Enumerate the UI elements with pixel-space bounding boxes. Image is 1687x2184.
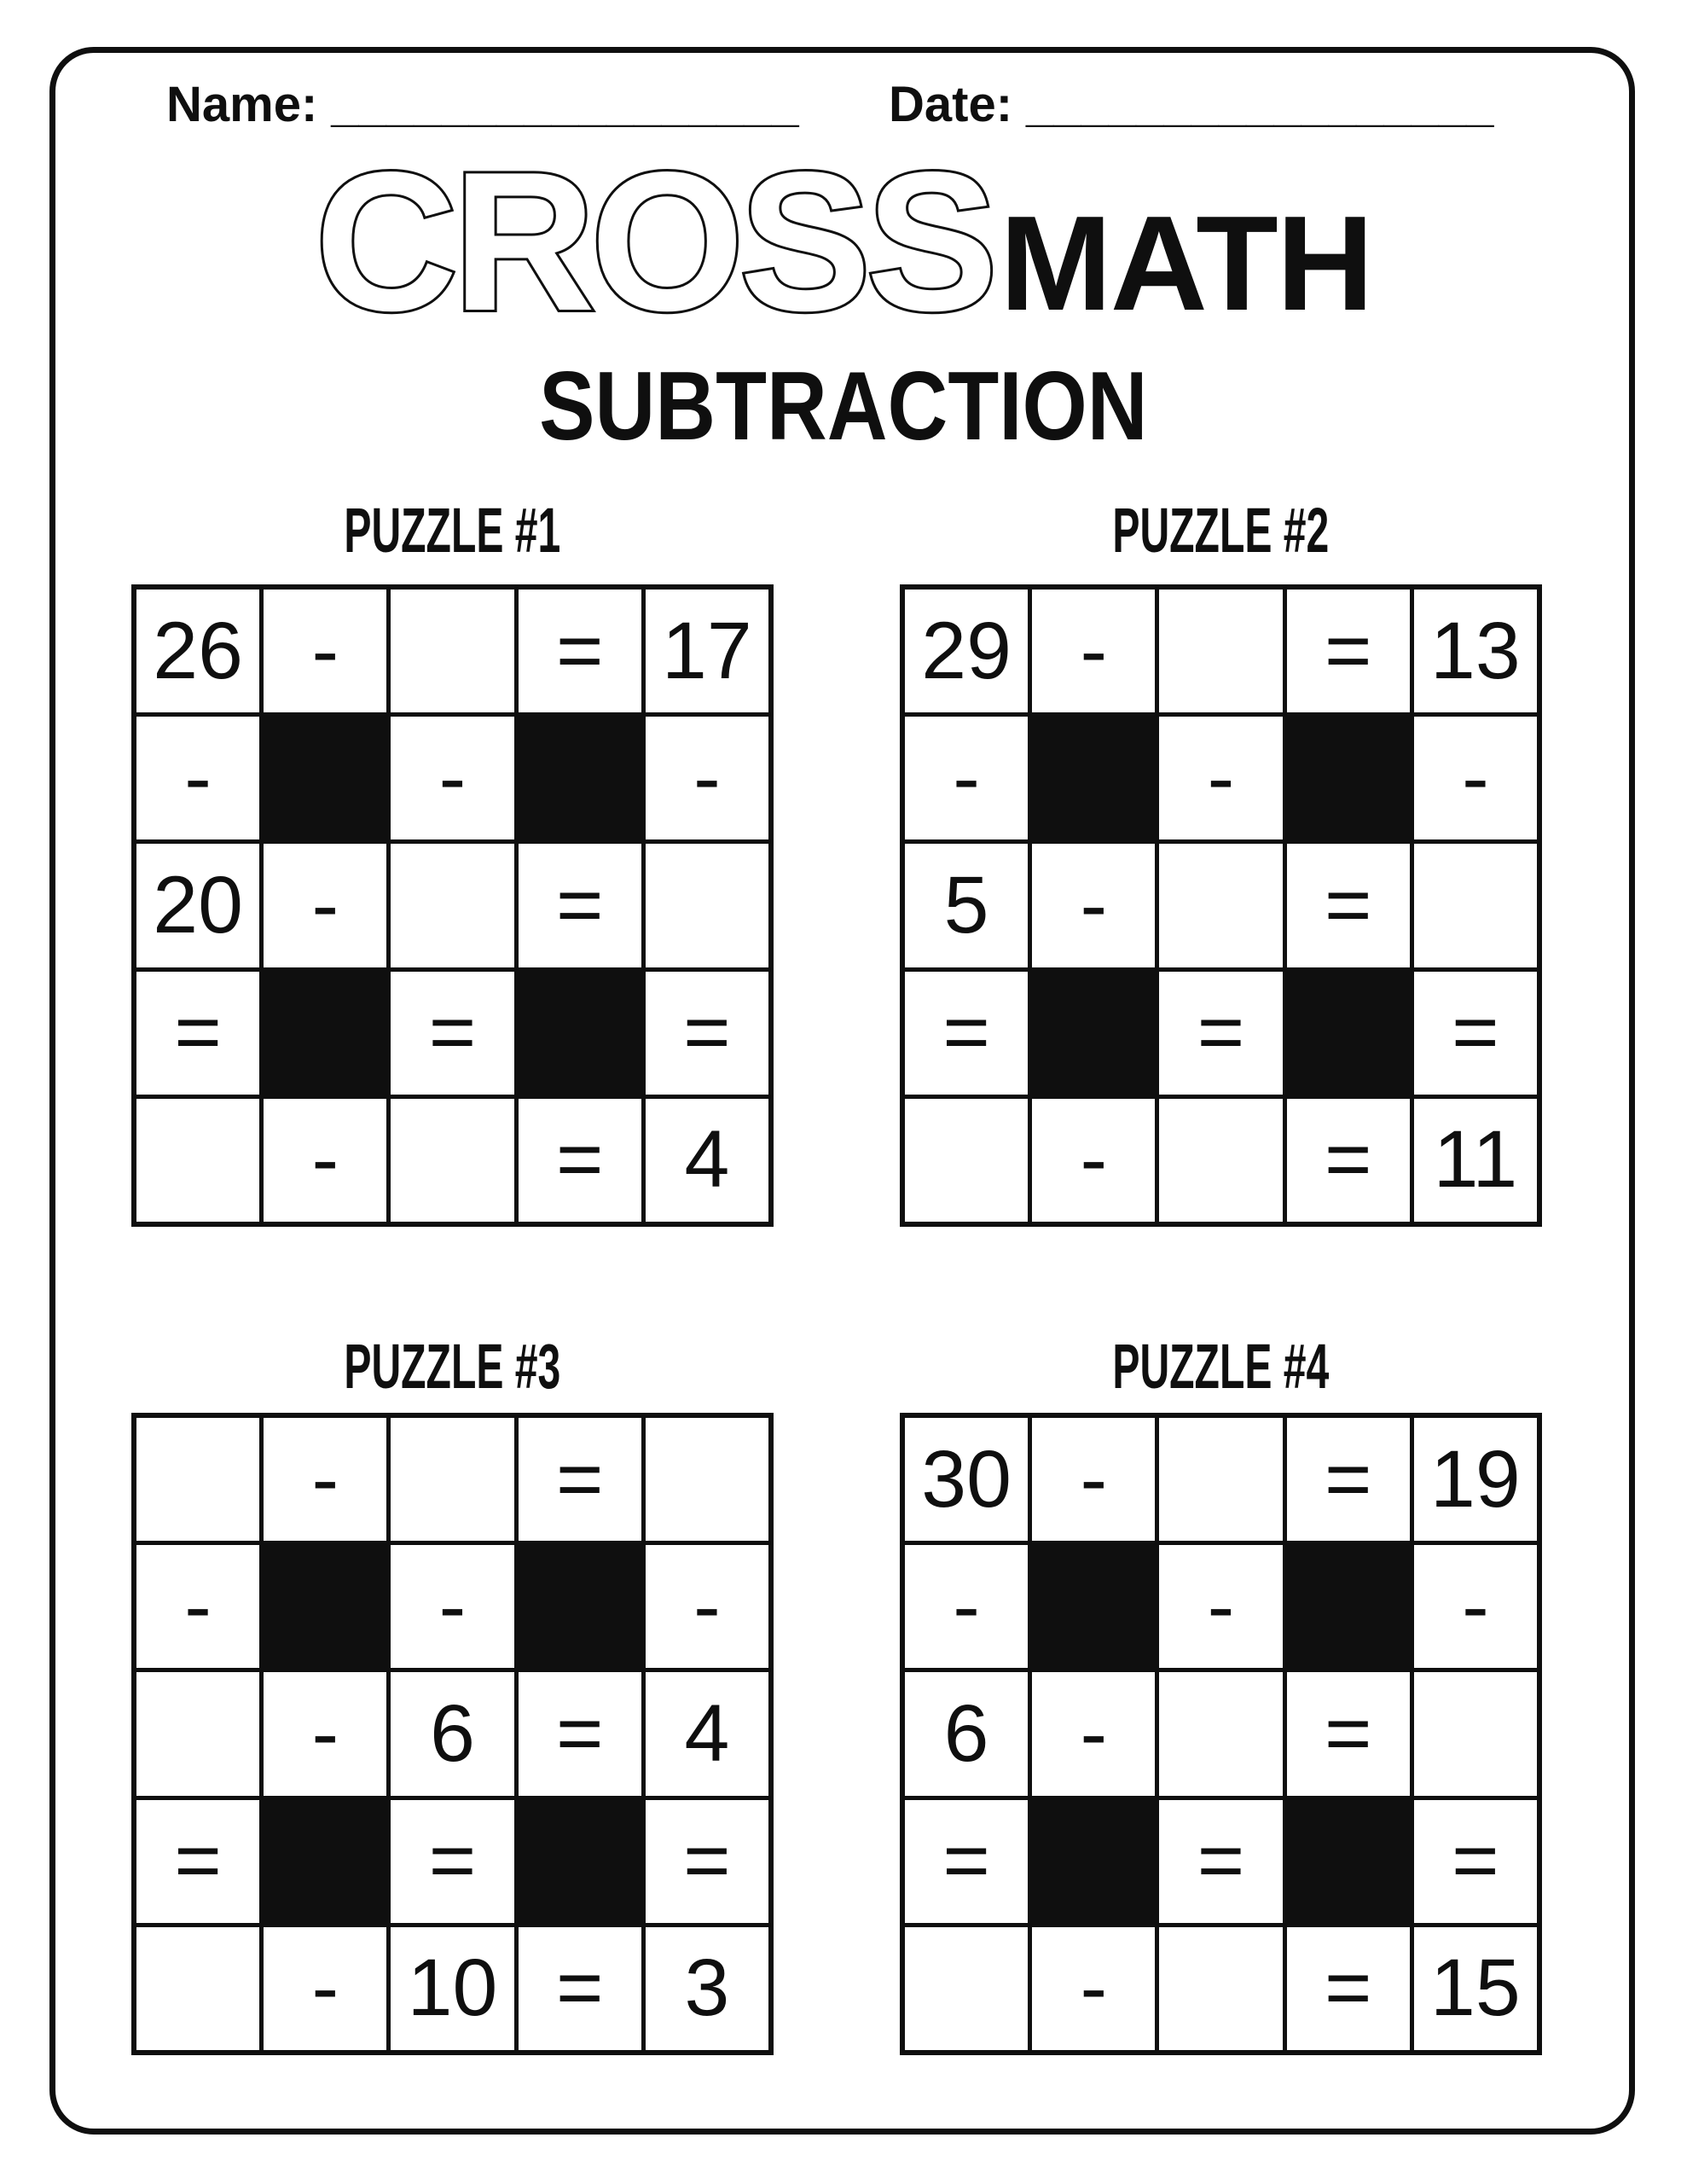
puzzle-2-title-text: PUZZLE #2 bbox=[1112, 495, 1330, 566]
puzzle-3-cell-r5c5: 3 bbox=[646, 1927, 768, 2050]
puzzle-2-cell-r3c1: 5 bbox=[905, 844, 1028, 967]
puzzle-2-cell-r4c4-block bbox=[1287, 972, 1410, 1095]
puzzle-4-cell-r2c4-block bbox=[1287, 1545, 1410, 1668]
puzzle-3-cell-r4c4-block bbox=[519, 1800, 641, 1923]
puzzle-4-cell-r4c1: = bbox=[905, 1800, 1028, 1923]
puzzle-4-cell-r4c3: = bbox=[1159, 1800, 1282, 1923]
puzzle-1-cell-r4c5: = bbox=[646, 972, 768, 1095]
puzzle-4-cell-r2c5: - bbox=[1414, 1545, 1537, 1668]
puzzle-4-cell-r2c3: - bbox=[1159, 1545, 1282, 1668]
puzzle-3-cell-r4c3: = bbox=[391, 1800, 513, 1923]
puzzle-4-grid bbox=[900, 1413, 1542, 2055]
puzzle-2-cell-r5c5: 11 bbox=[1414, 1099, 1537, 1222]
subtitle-text: SUBTRACTION bbox=[539, 352, 1148, 461]
puzzle-3-cell-r2c1: - bbox=[136, 1545, 259, 1668]
puzzle-1-cell-r2c1: - bbox=[136, 717, 259, 839]
puzzle-1-title-text: PUZZLE #1 bbox=[344, 495, 561, 566]
date-field bbox=[889, 75, 1493, 135]
puzzle-3-cell-r5c4: = bbox=[519, 1927, 641, 2050]
puzzle-1-cell-r5c2: - bbox=[264, 1099, 386, 1222]
puzzle-1-cell-r2c2-block bbox=[264, 717, 386, 839]
puzzle-1-cell-r5c4: = bbox=[519, 1099, 641, 1222]
puzzle-2-cell-r5c1-answer[interactable] bbox=[905, 1099, 1028, 1222]
puzzle-1-cell-r1c5: 17 bbox=[646, 590, 768, 712]
puzzle-3-cell-r5c3: 10 bbox=[391, 1927, 513, 2050]
puzzle-3-title bbox=[131, 1331, 774, 1402]
puzzle-3-cell-r1c5-answer[interactable] bbox=[646, 1418, 768, 1541]
puzzle-4-cell-r1c5: 19 bbox=[1414, 1418, 1537, 1541]
puzzle-4-title bbox=[900, 1331, 1542, 1402]
puzzle-4-cell-r2c2-block bbox=[1032, 1545, 1155, 1668]
puzzle-2-cell-r5c2: - bbox=[1032, 1099, 1155, 1222]
puzzle-1-cell-r3c1: 20 bbox=[136, 844, 259, 967]
puzzle-1-cell-r3c4: = bbox=[519, 844, 641, 967]
name-label: Name: bbox=[166, 77, 318, 132]
puzzle-4-cell-r3c1: 6 bbox=[905, 1672, 1028, 1795]
puzzle-4-cell-r5c4: = bbox=[1287, 1927, 1410, 2050]
puzzle-3-cell-r4c2-block bbox=[264, 1800, 386, 1923]
puzzle-2-cell-r1c1: 29 bbox=[905, 590, 1028, 712]
puzzle-4-cell-r1c1: 30 bbox=[905, 1418, 1028, 1541]
title-cross: CROSS bbox=[315, 131, 994, 352]
puzzle-2-title bbox=[900, 495, 1542, 566]
puzzle-1-cell-r1c2: - bbox=[264, 590, 386, 712]
puzzle-2-cell-r4c5: = bbox=[1414, 972, 1537, 1095]
puzzle-3-cell-r1c4: = bbox=[519, 1418, 641, 1541]
puzzle-1-cell-r5c3-answer[interactable] bbox=[391, 1099, 513, 1222]
puzzle-4-cell-r4c2-block bbox=[1032, 1800, 1155, 1923]
puzzle-2-cell-r2c5: - bbox=[1414, 717, 1537, 839]
puzzle-1-cell-r1c4: = bbox=[519, 590, 641, 712]
puzzle-3-cell-r3c4: = bbox=[519, 1672, 641, 1795]
puzzle-4-cell-r1c4: = bbox=[1287, 1418, 1410, 1541]
puzzle-3-cell-r4c5: = bbox=[646, 1800, 768, 1923]
puzzle-2-cell-r3c5-answer[interactable] bbox=[1414, 844, 1537, 967]
puzzle-2-cell-r2c3: - bbox=[1159, 717, 1282, 839]
puzzle-1-cell-r3c2: - bbox=[264, 844, 386, 967]
puzzle-2-cell-r5c4: = bbox=[1287, 1099, 1410, 1222]
puzzle-1-cell-r1c1: 26 bbox=[136, 590, 259, 712]
puzzle-3-cell-r4c1: = bbox=[136, 1800, 259, 1923]
puzzle-3-cell-r1c3-answer[interactable] bbox=[391, 1418, 513, 1541]
puzzle-1-cell-r5c1-answer[interactable] bbox=[136, 1099, 259, 1222]
puzzle-4-cell-r3c5-answer[interactable] bbox=[1414, 1672, 1537, 1795]
puzzle-3-cell-r1c2: - bbox=[264, 1418, 386, 1541]
puzzle-3-cell-r3c2: - bbox=[264, 1672, 386, 1795]
puzzle-1-grid bbox=[131, 584, 774, 1227]
puzzle-1-cell-r4c1: = bbox=[136, 972, 259, 1095]
puzzle-1-cell-r2c5: - bbox=[646, 717, 768, 839]
date-label: Date: bbox=[889, 77, 1013, 132]
puzzle-4-cell-r3c2: - bbox=[1032, 1672, 1155, 1795]
puzzle-3-cell-r3c3: 6 bbox=[391, 1672, 513, 1795]
puzzle-4-cell-r3c3-answer[interactable] bbox=[1159, 1672, 1282, 1795]
puzzle-3-cell-r5c2: - bbox=[264, 1927, 386, 2050]
puzzle-2-grid bbox=[900, 584, 1542, 1227]
puzzle-3-cell-r3c5: 4 bbox=[646, 1672, 768, 1795]
puzzle-4-cell-r4c4-block bbox=[1287, 1800, 1410, 1923]
puzzle-3-grid bbox=[131, 1413, 774, 2055]
name-field bbox=[166, 75, 799, 135]
puzzle-2-cell-r2c2-block bbox=[1032, 717, 1155, 839]
puzzle-4-cell-r2c1: - bbox=[905, 1545, 1028, 1668]
puzzle-2-cell-r1c5: 13 bbox=[1414, 590, 1537, 712]
name-input-line[interactable]: _________________ bbox=[331, 77, 799, 132]
puzzle-4-cell-r1c2: - bbox=[1032, 1418, 1155, 1541]
date-input-line[interactable]: _________________ bbox=[1026, 77, 1494, 132]
puzzle-2-cell-r5c3-answer[interactable] bbox=[1159, 1099, 1282, 1222]
puzzle-2-cell-r3c4: = bbox=[1287, 844, 1410, 967]
puzzle-1-cell-r3c3-answer[interactable] bbox=[391, 844, 513, 967]
puzzle-4-cell-r4c5: = bbox=[1414, 1800, 1537, 1923]
puzzle-1-cell-r4c3: = bbox=[391, 972, 513, 1095]
puzzle-2-cell-r1c3-answer[interactable] bbox=[1159, 590, 1282, 712]
puzzle-4-cell-r5c3-answer[interactable] bbox=[1159, 1927, 1282, 2050]
puzzle-4-cell-r1c3-answer[interactable] bbox=[1159, 1418, 1282, 1541]
puzzle-2-cell-r3c2: - bbox=[1032, 844, 1155, 967]
puzzle-1-cell-r2c4-block bbox=[519, 717, 641, 839]
worksheet-subtitle bbox=[0, 352, 1687, 461]
puzzle-2-cell-r1c2: - bbox=[1032, 590, 1155, 712]
puzzle-2-cell-r2c4-block bbox=[1287, 717, 1410, 839]
puzzle-1-cell-r4c2-block bbox=[264, 972, 386, 1095]
puzzle-4-cell-r5c1-answer[interactable] bbox=[905, 1927, 1028, 2050]
puzzle-1-cell-r3c5-answer[interactable] bbox=[646, 844, 768, 967]
puzzle-2-cell-r4c1: = bbox=[905, 972, 1028, 1095]
puzzle-2-cell-r2c1: - bbox=[905, 717, 1028, 839]
puzzle-2-cell-r4c2-block bbox=[1032, 972, 1155, 1095]
puzzle-4-title-text: PUZZLE #4 bbox=[1112, 1331, 1330, 1402]
puzzle-2-cell-r1c4: = bbox=[1287, 590, 1410, 712]
title-math: MATH bbox=[1000, 189, 1372, 339]
puzzle-1-cell-r1c3-answer[interactable] bbox=[391, 590, 513, 712]
puzzle-3-cell-r2c4-block bbox=[519, 1545, 641, 1668]
puzzle-4-cell-r5c5: 15 bbox=[1414, 1927, 1537, 2050]
worksheet-title bbox=[0, 131, 1687, 352]
puzzle-3-cell-r2c5: - bbox=[646, 1545, 768, 1668]
puzzle-1-cell-r2c3: - bbox=[391, 717, 513, 839]
puzzle-3-cell-r3c1-answer[interactable] bbox=[136, 1672, 259, 1795]
puzzle-2-cell-r3c3-answer[interactable] bbox=[1159, 844, 1282, 967]
puzzle-2-cell-r4c3: = bbox=[1159, 972, 1282, 1095]
puzzle-1-cell-r4c4-block bbox=[519, 972, 641, 1095]
puzzle-3-cell-r2c3: - bbox=[391, 1545, 513, 1668]
puzzle-1-title bbox=[131, 495, 774, 566]
puzzle-3-title-text: PUZZLE #3 bbox=[344, 1331, 561, 1402]
puzzle-3-cell-r1c1-answer[interactable] bbox=[136, 1418, 259, 1541]
puzzle-3-cell-r2c2-block bbox=[264, 1545, 386, 1668]
puzzle-3-cell-r5c1-answer[interactable] bbox=[136, 1927, 259, 2050]
puzzle-4-cell-r5c2: - bbox=[1032, 1927, 1155, 2050]
puzzle-4-cell-r3c4: = bbox=[1287, 1672, 1410, 1795]
puzzle-1-cell-r5c5: 4 bbox=[646, 1099, 768, 1222]
